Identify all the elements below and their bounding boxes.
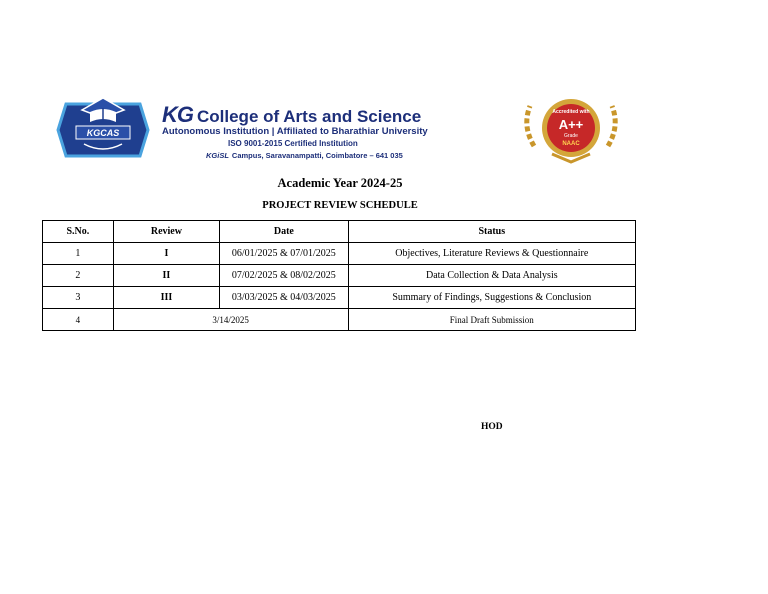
cell-sno: 1 [43,243,114,265]
svg-text:A++: A++ [558,117,584,132]
review-schedule-table [42,220,636,331]
header-review: Review [113,221,219,243]
cell-sno: 2 [43,265,114,287]
svg-text:NAAC: NAAC [562,141,580,147]
cell-review: III [113,287,219,309]
cell-date: 03/03/2025 & 04/03/2025 [220,287,348,309]
table-row [43,287,636,309]
table-row [43,265,636,287]
kg-wordmark: KG [162,102,193,127]
header-date: Date [220,221,348,243]
affiliation: Autonomous Institution | Affiliated to Bharathiar University [162,126,428,137]
svg-text:Accredited with: Accredited with [552,109,590,115]
naac-badge [516,96,626,166]
cell-status: Summary of Findings, Suggestions & Conclusion [348,287,635,309]
cell-date: 07/02/2025 & 08/02/2025 [220,265,348,287]
header-status: Status [348,221,635,243]
header-sno: S.No. [43,221,114,243]
letterhead [54,96,624,166]
cell-date: 06/01/2025 & 07/01/2025 [220,243,348,265]
cell-date: 3/14/2025 [113,309,348,331]
cell-status: Objectives, Literature Reviews & Questionnaire [348,243,635,265]
iso-certification: ISO 9001-2015 Certified Institution [228,139,358,148]
table-header-row [43,221,636,243]
cell-sno: 3 [43,287,114,309]
academic-year-title: Academic Year 2024-25 [277,176,403,190]
svg-text:KGCAS: KGCAS [86,128,120,138]
cell-review: I [113,243,219,265]
campus-address: KGiSL Campus, Saravanampatti, Coimbatore – 641 035 [206,151,403,160]
cell-review: II [113,265,219,287]
table-row [43,243,636,265]
table-row [43,309,636,331]
cell-sno: 4 [43,309,114,331]
svg-text:Grade: Grade [564,133,578,139]
cell-status: Final Draft Submission [348,309,635,331]
college-name: KG College of Arts and Science [162,102,422,127]
hod-signature-label: HOD [481,422,503,432]
college-details [162,102,560,162]
cell-status: Data Collection & Data Analysis [348,265,635,287]
kgcas-shield-logo [54,96,152,164]
schedule-title: PROJECT REVIEW SCHEDULE [262,200,418,211]
